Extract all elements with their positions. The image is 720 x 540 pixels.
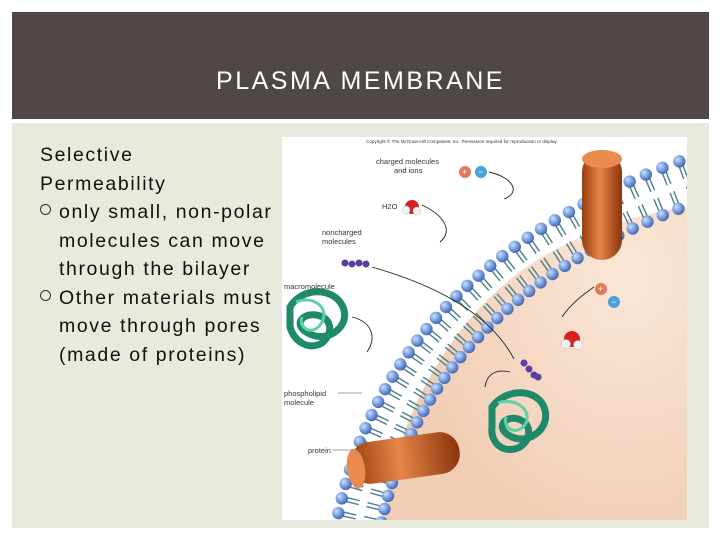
label-water: H2O [382,202,398,211]
phospholipid-head [332,507,344,519]
label-phospholipid: phospholipid [284,389,327,398]
phospholipid-head [420,323,432,335]
text-block [40,141,286,369]
label-charged-2: and ions [394,166,423,175]
phospholipid-head [454,351,466,363]
svg-text:−: − [478,167,484,177]
bullet-1-text: only small, non-polar molecules can move through the bilayer [59,201,273,280]
phospholipid-head [417,405,429,417]
svg-text:−: − [611,297,617,307]
phospholipid-head [463,341,475,353]
phospholipid-head [509,241,521,253]
title-bar [12,12,709,119]
phospholipid-head [378,503,390,515]
phospholipid-head [523,285,535,297]
phospholipid-head [461,280,473,292]
ions-outside [459,166,487,178]
phospholipid-head [571,252,583,264]
phospholipid-head [438,372,450,384]
phospholipid-head [672,203,684,215]
phospholipid-head [491,312,503,324]
phospholipid-head [336,492,348,504]
phospholipid-head [546,268,558,280]
phospholipid-head [626,222,638,234]
phospholipid-head [411,416,423,428]
water-molecule-outside [402,200,421,215]
heading-line-1: Selective [40,144,134,166]
phospholipid-head [641,216,653,228]
phospholipid-head [402,346,414,358]
label-macromolecule: macromolecule [284,282,335,291]
phospholipid-head [673,155,685,167]
phospholipid-head [534,276,546,288]
macromolecule-outside [290,292,345,346]
phospholipid-head [640,168,652,180]
protein-channel-top [582,150,622,260]
heading-line-2: Permeability [40,172,167,195]
label-protein: protein [308,446,331,455]
phospholipid-head [496,250,508,262]
phospholipid-head [501,303,513,315]
membrane-figure [282,137,687,520]
phospholipid-head [512,294,524,306]
phospholipid-head [549,214,561,226]
bullet-2 [40,284,286,370]
phospholipid-head [394,358,406,370]
phospholipid-head [657,209,669,221]
svg-text:+: + [462,167,468,177]
slide-title: PLASMA MEMBRANE [216,67,505,95]
label-phospholipid-2: molecule [284,398,315,407]
phospholipid-head [484,260,496,272]
label-noncharged-2: molecules [322,237,356,246]
noncharged-molecules-outside [342,260,370,268]
bullet-1 [40,198,286,284]
phospholipid-head [472,331,484,343]
phospholipid-head [431,382,443,394]
phospholipid-head [386,370,398,382]
phospholipid-head [450,290,462,302]
phospholipid-head [365,409,377,421]
phospholipid-head [446,361,458,373]
phospholipid-head [656,162,668,174]
bullet-circle-icon [40,204,51,215]
phospholipid-head [382,490,394,502]
bullet-2-text: Other materials must move through pores (made of proteins) [59,286,272,366]
phospholipid-head [411,334,423,346]
phospholipid-head [535,223,547,235]
phospholipid-head [472,269,484,281]
svg-text:+: + [598,284,604,294]
label-charged: charged molecules [376,157,439,166]
phospholipid-head [430,312,442,324]
label-noncharged: noncharged [322,228,362,237]
phospholipid-head [522,231,534,243]
bullet-circle-icon [40,290,51,301]
phospholipid-head [424,393,436,405]
copyright-text: Copyright © The McGraw-Hill Companies, Inc. Permission required for reproduction or display. [366,139,558,144]
phospholipid-head [372,396,384,408]
phospholipid-head [481,321,493,333]
phospholipid-head [379,383,391,395]
membrane-illustration [282,137,687,520]
phospholipid-head [440,301,452,313]
phospholipid-head [559,260,571,272]
phospholipid-head [563,206,575,218]
phospholipid-head [623,175,635,187]
phospholipid-head [359,422,371,434]
